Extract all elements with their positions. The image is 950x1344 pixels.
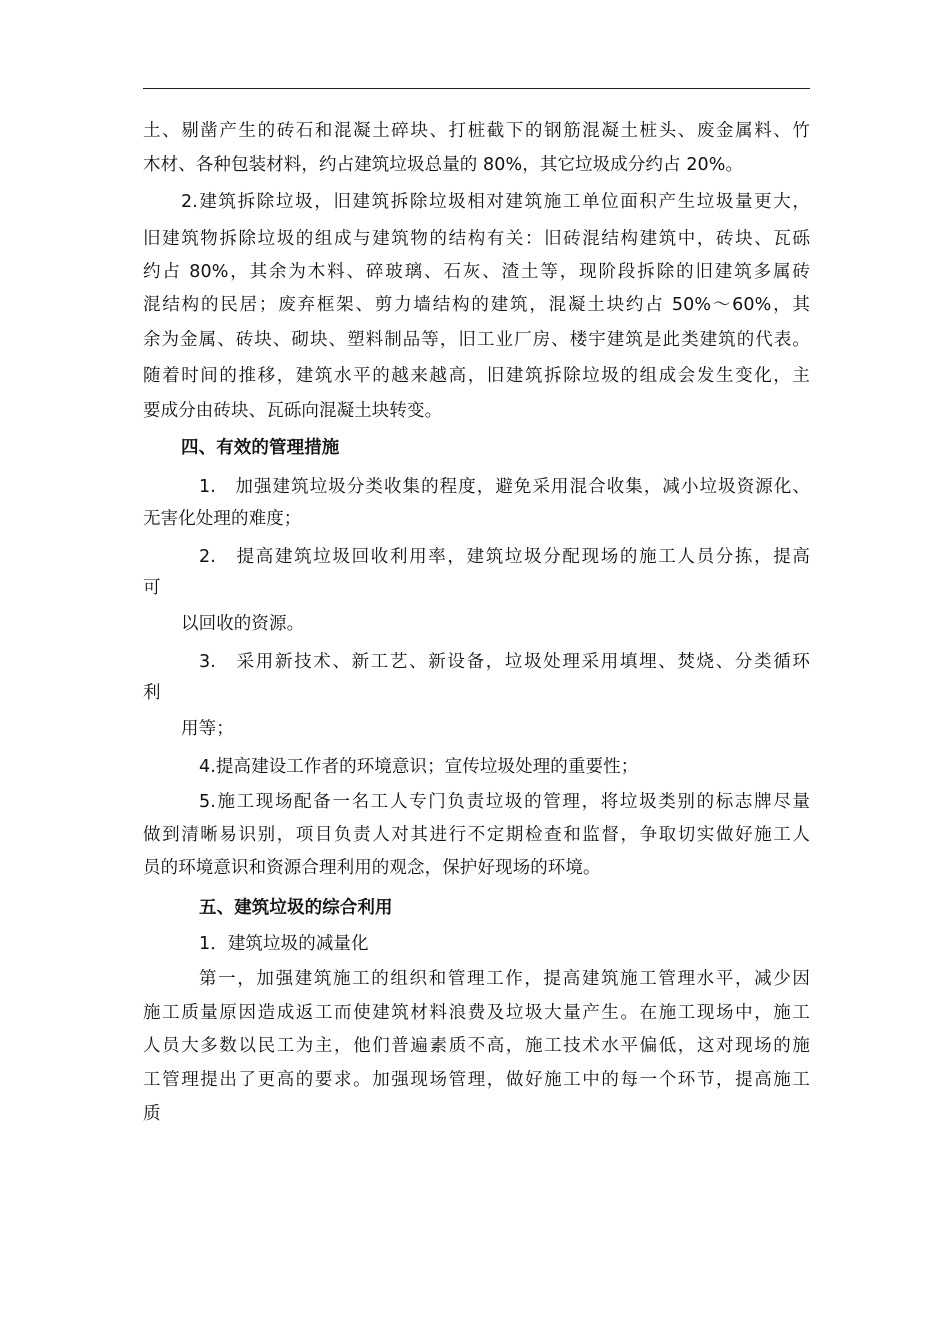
text-line: 质 (143, 1104, 161, 1124)
text-line: 1. 加强建筑垃圾分类收集的程度，避免采用混合收集，减小垃圾资源化、 (199, 477, 810, 497)
text-line: 2.建筑拆除垃圾，旧建筑拆除垃圾相对建筑施工单位面积产生垃圾量更大， (181, 192, 810, 212)
text-line: 要成分由砖块、瓦砾向混凝土块转变。 (143, 401, 443, 421)
text-line: 旧建筑物拆除垃圾的组成与建筑物的结构有关：旧砖混结构建筑中，砖块、瓦砾 (143, 229, 810, 249)
text-line: 第一，加强建筑施工的组织和管理工作，提高建筑施工管理水平，减少因 (199, 969, 810, 989)
text-line: 2. 提高建筑垃圾回收利用率，建筑垃圾分配现场的施工人员分拣，提高 (199, 547, 810, 567)
text-line: 余为金属、砖块、砌块、塑料制品等，旧工业厂房、楼宇建筑是此类建筑的代表。 (143, 330, 810, 350)
text-line: 做到清晰易识别，项目负责人对其进行不定期检查和监督，争取切实做好施工人 (143, 825, 810, 845)
text-line: 土、剔凿产生的砖石和混凝土碎块、打桩截下的钢筋混凝土桩头、废金属料、竹 (143, 121, 810, 141)
text-line: 混结构的民居；废弃框架、剪力墙结构的建筑，混凝土块约占 50%～60%，其 (143, 295, 810, 315)
text-line: 利 (143, 683, 161, 703)
section-heading: 五、建筑垃圾的综合利用 (199, 898, 393, 918)
text-line: 5.施工现场配备一名工人专门负责垃圾的管理，将垃圾类别的标志牌尽量 (199, 792, 810, 812)
text-line: 可 (143, 578, 161, 598)
text-line: 4.提高建设工作者的环境意识；宣传垃圾处理的重要性； (199, 757, 639, 777)
text-line: 3. 采用新技术、新工艺、新设备，垃圾处理采用填埋、焚烧、分类循环 (199, 652, 810, 672)
header-rule (143, 88, 810, 89)
text-line: 工管理提出了更高的要求。加强现场管理，做好施工中的每一个环节，提高施工 (143, 1070, 810, 1090)
text-line: 无害化处理的难度； (143, 509, 302, 529)
text-line: 员的环境意识和资源合理利用的观念，保护好现场的环境。 (143, 858, 601, 878)
text-line: 以回收的资源。 (181, 614, 305, 634)
text-line: 用等； (181, 719, 234, 739)
subsection-heading: 1．建筑垃圾的减量化 (199, 934, 369, 954)
text-line: 木材、各种包装材料，约占建筑垃圾总量的 80%，其它垃圾成分约占 20%。 (143, 155, 744, 175)
text-line: 约占 80%，其余为木料、碎玻璃、石灰、渣土等，现阶段拆除的旧建筑多属砖 (143, 262, 810, 282)
text-line: 随着时间的推移，建筑水平的越来越高，旧建筑拆除垃圾的组成会发生变化，主 (143, 366, 810, 386)
text-line: 施工质量原因造成返工而使建筑材料浪费及垃圾大量产生。在施工现场中，施工 (143, 1003, 810, 1023)
section-heading: 四、有效的管理措施 (181, 438, 340, 458)
text-line: 人员大多数以民工为主，他们普遍素质不高，施工技术水平偏低，这对现场的施 (143, 1036, 810, 1056)
